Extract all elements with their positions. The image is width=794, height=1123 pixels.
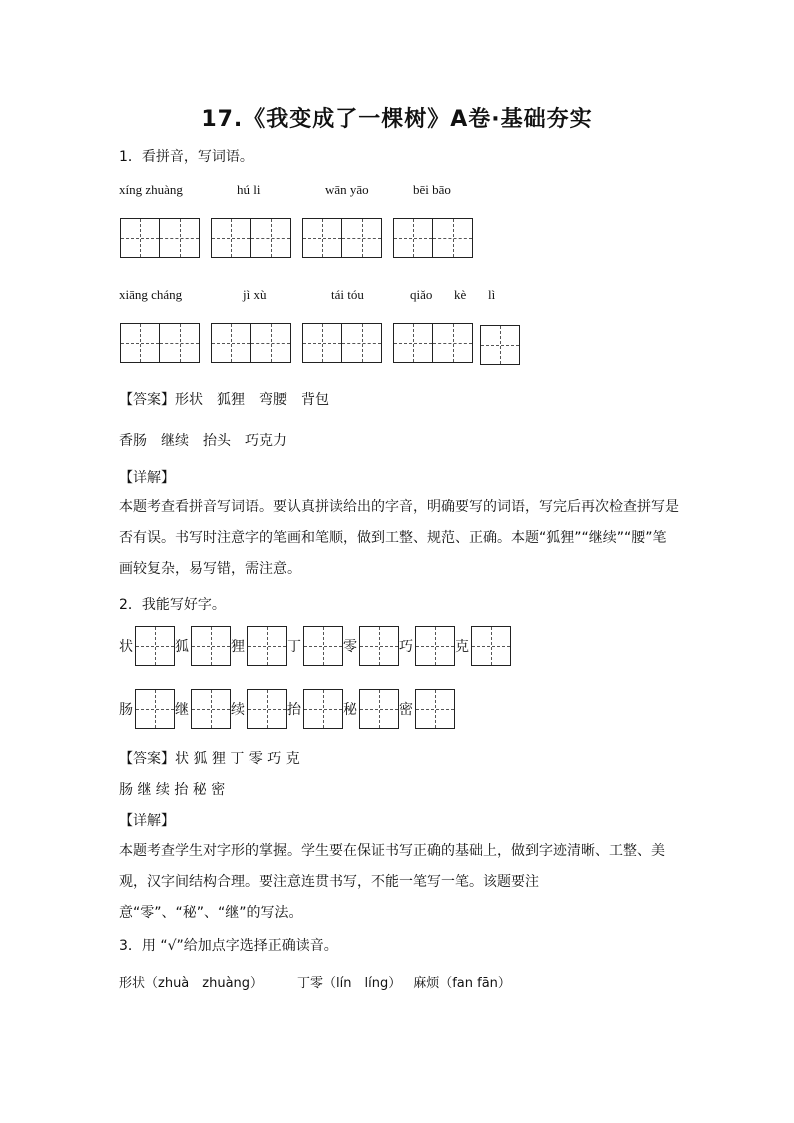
q3-prompt: 3．用 “√”给加点字选择正确读音。 bbox=[119, 938, 338, 954]
q1-detail-label: 【详解】 bbox=[119, 470, 175, 486]
tian-grid[interactable] bbox=[415, 626, 455, 666]
tian-grid[interactable] bbox=[191, 626, 231, 666]
tian-grid[interactable] bbox=[247, 689, 287, 729]
tian-grid[interactable] bbox=[120, 218, 160, 258]
char-cell bbox=[343, 689, 399, 729]
model-char: 丁 bbox=[287, 639, 301, 655]
char-cell bbox=[287, 689, 343, 729]
model-char: 状 bbox=[119, 639, 133, 655]
model-char: 继 bbox=[175, 702, 189, 718]
pinyin-3: wān yāo bbox=[325, 182, 369, 197]
answer-word: 弯腰 bbox=[259, 392, 287, 408]
q3-item[interactable]: 麻烦（fan fān） bbox=[413, 976, 511, 991]
answer-word: 继续 bbox=[161, 433, 189, 449]
tian-grid[interactable] bbox=[342, 323, 382, 363]
writing-box-pair[interactable] bbox=[211, 218, 291, 258]
char-cell bbox=[119, 626, 175, 666]
tian-grid[interactable] bbox=[251, 218, 291, 258]
char-cell bbox=[343, 626, 399, 666]
pinyin-8: qiǎo bbox=[410, 287, 433, 302]
q2-detail-text: 本题考查学生对字形的掌握。学生要在保证书写正确的基础上，做到字迹清晰、工整、美观，汉字间结构合理。要注意连贯书写，不能一笔写一笔。该题要注意“零”、“秘”、“继”的写法。 bbox=[119, 843, 665, 921]
q1-answer-line1 bbox=[119, 389, 343, 409]
tian-grid[interactable] bbox=[359, 689, 399, 729]
char-cell bbox=[175, 626, 231, 666]
writing-box-pair[interactable] bbox=[302, 323, 382, 363]
tian-grid[interactable] bbox=[211, 323, 251, 363]
q1-answer-line2 bbox=[119, 430, 301, 450]
tian-grid[interactable] bbox=[160, 218, 200, 258]
model-char: 抬 bbox=[287, 702, 301, 718]
char-cell bbox=[287, 626, 343, 666]
tian-grid[interactable] bbox=[191, 689, 231, 729]
writing-box-single[interactable] bbox=[480, 325, 520, 365]
tian-grid[interactable] bbox=[433, 218, 473, 258]
answer-word: 背包 bbox=[301, 392, 329, 408]
tian-grid[interactable] bbox=[303, 689, 343, 729]
char-cell bbox=[175, 689, 231, 729]
writing-box-pair[interactable] bbox=[302, 218, 382, 258]
model-char: 肠 bbox=[119, 702, 133, 718]
answer-word: 抬头 bbox=[203, 433, 231, 449]
tian-grid[interactable] bbox=[120, 323, 160, 363]
char-cell bbox=[455, 626, 511, 666]
writing-box-triple[interactable] bbox=[393, 323, 473, 363]
pinyin-7: tái tóu bbox=[331, 287, 364, 302]
pinyin-9: kè bbox=[454, 287, 467, 302]
tian-grid[interactable] bbox=[251, 323, 291, 363]
pinyin-4: bēi bāo bbox=[413, 182, 451, 197]
tian-grid[interactable] bbox=[302, 323, 342, 363]
char-cell bbox=[231, 626, 287, 666]
answer-label: 【答案】 bbox=[119, 392, 175, 408]
q1-prompt: 1．看拼音，写词语。 bbox=[119, 149, 254, 165]
pinyin-6: jì xù bbox=[243, 287, 267, 302]
tian-grid[interactable] bbox=[480, 325, 520, 365]
answer-chars: 状 狐 狸 丁 零 巧 克 bbox=[175, 751, 300, 767]
pinyin-2: hú li bbox=[237, 182, 261, 197]
q2-detail-label: 【详解】 bbox=[119, 813, 175, 829]
tian-grid[interactable] bbox=[211, 218, 251, 258]
pinyin-1: xíng zhuàng bbox=[119, 182, 183, 197]
writing-box-pair[interactable] bbox=[120, 218, 200, 258]
char-cell bbox=[119, 689, 175, 729]
model-char: 巧 bbox=[399, 639, 413, 655]
tian-grid[interactable] bbox=[393, 323, 433, 363]
tian-grid[interactable] bbox=[160, 323, 200, 363]
q3-item[interactable]: 形状（zhuà zhuàng） bbox=[119, 976, 264, 991]
tian-grid[interactable] bbox=[303, 626, 343, 666]
answer-word: 形状 bbox=[175, 392, 203, 408]
model-char: 密 bbox=[399, 702, 413, 718]
model-char: 狐 bbox=[175, 639, 189, 655]
answer-word: 香肠 bbox=[119, 433, 147, 449]
page-title: 17.《我变成了一棵树》A卷·基础夯实 bbox=[201, 107, 593, 132]
tian-grid[interactable] bbox=[342, 218, 382, 258]
model-char: 秘 bbox=[343, 702, 357, 718]
writing-box-pair[interactable] bbox=[211, 323, 291, 363]
tian-grid[interactable] bbox=[135, 689, 175, 729]
char-cell bbox=[399, 689, 455, 729]
tian-grid[interactable] bbox=[415, 689, 455, 729]
model-char: 克 bbox=[455, 639, 469, 655]
q2-answer-line1 bbox=[119, 748, 300, 768]
q1-detail-text: 本题考查看拼音写词语。要认真拼读给出的字音，明确要写的词语，写完后再次检查拼写是否有误。书写时注意字的笔画和笔顺，做到工整、规范、正确。本题“狐狸”“继续”“腰”笔画较复杂，易写错，需注意。 bbox=[119, 499, 679, 577]
pinyin-10: lì bbox=[488, 287, 496, 302]
char-cell bbox=[399, 626, 455, 666]
answer-word: 狐狸 bbox=[217, 392, 245, 408]
q3-item[interactable]: 丁零（lín líng） bbox=[297, 976, 402, 991]
answer-label: 【答案】 bbox=[119, 751, 175, 767]
model-char: 零 bbox=[343, 639, 357, 655]
model-char: 续 bbox=[231, 702, 245, 718]
q2-answer-line2: 肠 继 续 抬 秘 密 bbox=[119, 782, 226, 798]
tian-grid[interactable] bbox=[359, 626, 399, 666]
char-cell bbox=[231, 689, 287, 729]
tian-grid[interactable] bbox=[247, 626, 287, 666]
pinyin-5: xiāng cháng bbox=[119, 287, 183, 302]
tian-grid[interactable] bbox=[302, 218, 342, 258]
writing-box-pair[interactable] bbox=[120, 323, 200, 363]
model-char: 狸 bbox=[231, 639, 245, 655]
tian-grid[interactable] bbox=[471, 626, 511, 666]
tian-grid[interactable] bbox=[393, 218, 433, 258]
tian-grid[interactable] bbox=[135, 626, 175, 666]
q2-prompt: 2．我能写好字。 bbox=[119, 597, 226, 613]
tian-grid[interactable] bbox=[433, 323, 473, 363]
answer-word: 巧克力 bbox=[245, 433, 287, 449]
q3-items bbox=[119, 972, 511, 991]
writing-box-pair[interactable] bbox=[393, 218, 473, 258]
